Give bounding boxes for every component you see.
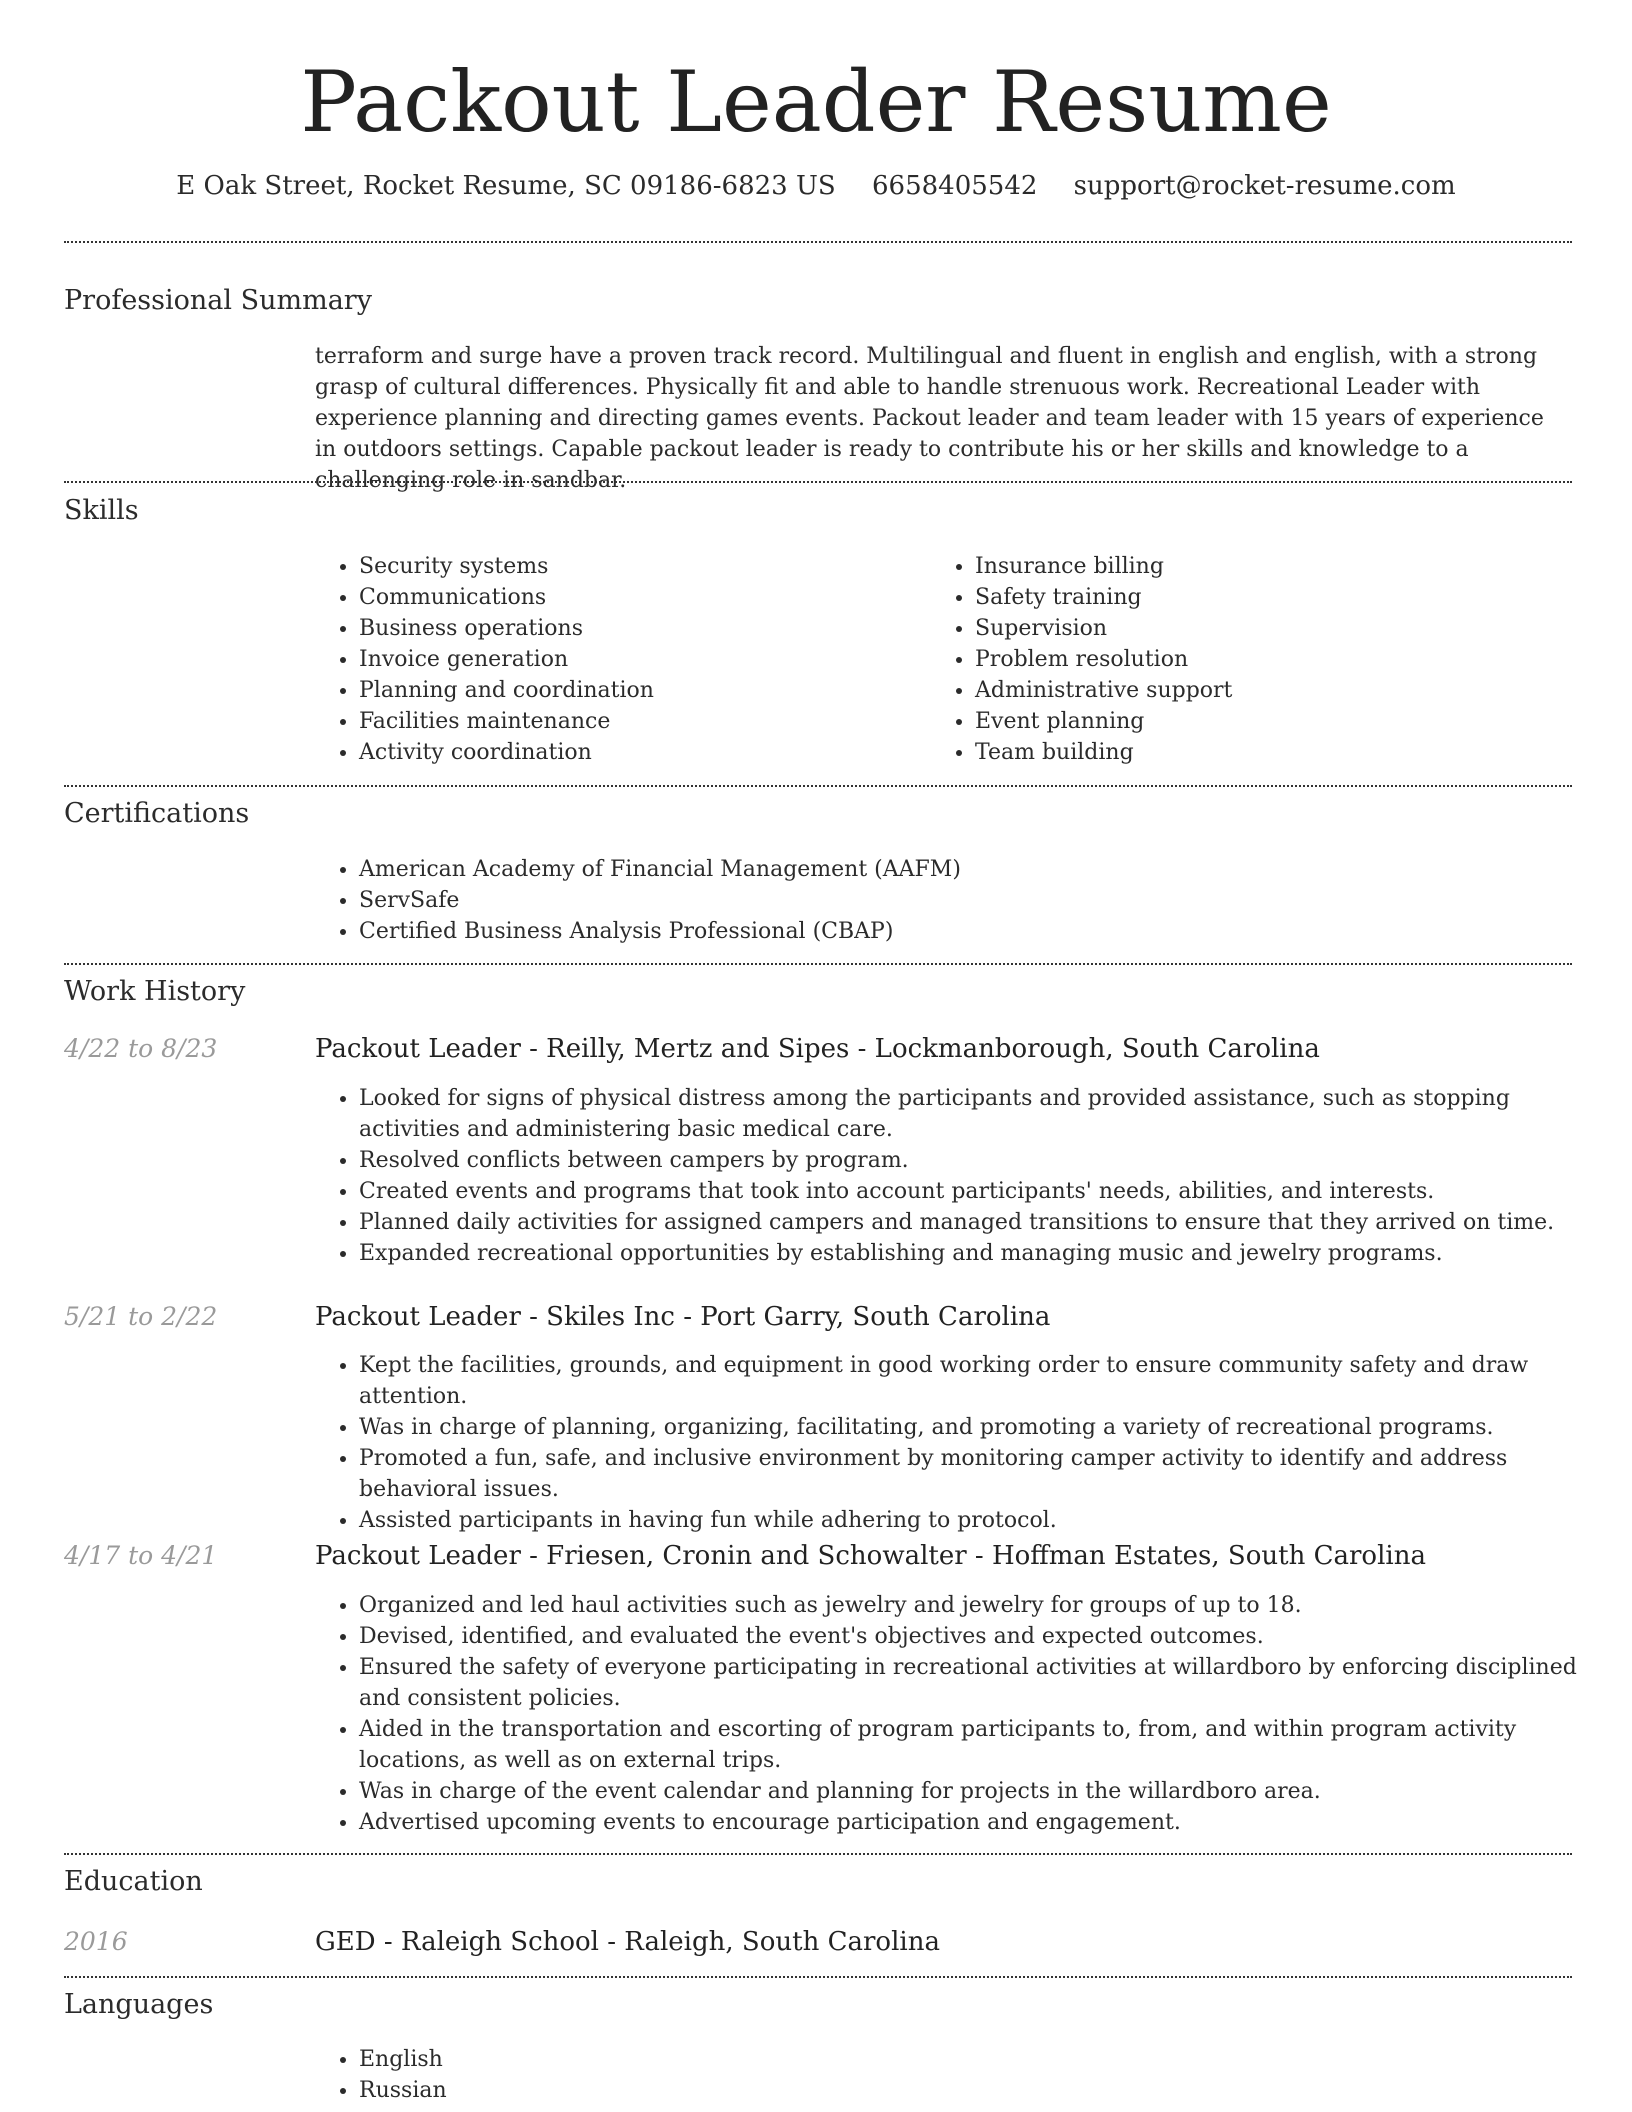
list-item: • Looked for signs of physical distress among the participants and provided assistance, such as stopping activities and administering basic medical care. [359,1083,1609,1145]
list-item: • Was in charge of the event calendar and planning for projects in the willardboro area. [359,1776,1609,1807]
divider [64,785,1572,787]
list-item: • Devised, identified, and evaluated the event's objectives and expected outcomes. [359,1621,1609,1652]
list-item: • Advertised upcoming events to encourage participation and engagement. [359,1807,1609,1838]
list-item: • Kept the facilities, grounds, and equipment in good working order to ensure community safety and draw attention. [359,1350,1609,1412]
job-dates: 4/17 to 4/21 [64,1541,218,1570]
education-year: 2016 [64,1927,128,1956]
divider [64,1976,1572,1978]
list-item: • Certified Business Analysis Professional (CBAP) [359,916,1559,947]
divider [64,241,1572,243]
list-item: • Resolved conflicts between campers by program. [359,1145,1609,1176]
job-title: Packout Leader - Reilly, Mertz and Sipes - Lockmanborough, South Carolina [315,1034,1320,1064]
list-item: • Organized and led haul activities such as jewelry and jewelry for groups of up to 18. [359,1590,1609,1621]
list-item: • ServSafe [359,885,1559,916]
work-heading: Work History [64,976,246,1007]
education-entry: GED - Raleigh School - Raleigh, South Carolina [315,1927,940,1957]
list-item: • Administrative support [975,675,1575,706]
summary-heading: Professional Summary [64,285,372,316]
certifications-list [315,854,1559,947]
list-item: • Supervision [975,613,1575,644]
divider [64,1853,1572,1855]
skills-list-right [931,551,1575,768]
list-item: • Invoice generation [359,644,899,675]
list-item: • Created events and programs that took into account participants' needs, abilities, and interests. [359,1176,1609,1207]
summary-text: terraform and surge have a proven track record. Multilingual and fluent in english and english, with a strong grasp of cultural differences. Physically fit and able to handle strenuous work. Recreational Leader with experience planning and directing games events. Packout leader and team leader with 15 years of experience in outdoors settings. Capable packout leader is ready to contribute his or her skills and knowledge to a challenging role in sandbar. [315,344,1544,493]
skills-heading: Skills [64,495,139,526]
job-title: Packout Leader - Skiles Inc - Port Garry, South Carolina [315,1302,1051,1332]
job-dates: 4/22 to 8/23 [64,1034,218,1063]
job-bullets [315,1590,1609,1838]
list-item: • Business operations [359,613,899,644]
list-item: • Activity coordination [359,737,899,768]
list-item: • Ensured the safety of everyone participating in recreational activities at willardboro by enforcing disciplined and consistent policies. [359,1652,1609,1714]
list-item: • Promoted a fun, safe, and inclusive environment by monitoring camper activity to identify and address behavioral issues. [359,1443,1609,1505]
list-item: • English [359,2044,959,2075]
list-item: • Aided in the transportation and escorting of program participants to, from, and within program activity locations, as well as on external trips. [359,1714,1609,1776]
list-item: • Security systems [359,551,899,582]
divider [64,963,1572,965]
contact-email: support@rocket-resume.com [1073,171,1456,201]
list-item: • Planning and coordination [359,675,899,706]
job-title: Packout Leader - Friesen, Cronin and Schowalter - Hoffman Estates, South Carolina [315,1541,1426,1571]
list-item: • Problem resolution [975,644,1575,675]
job-bullets [315,1350,1609,1536]
list-item: • Planned daily activities for assigned campers and managed transitions to ensure that they arrived on time. [359,1207,1609,1238]
list-item: • Event planning [975,706,1575,737]
languages-heading: Languages [64,1989,214,2020]
list-item: • Russian [359,2075,959,2106]
contact-address: E Oak Street, Rocket Resume, SC 09186-6823 US [176,171,836,201]
list-item: • Expanded recreational opportunities by establishing and managing music and jewelry programs. [359,1238,1609,1269]
skills-list-left [315,551,899,768]
job-dates: 5/21 to 2/22 [64,1302,218,1331]
contact-line [0,168,1632,204]
languages-list [315,2044,959,2106]
list-item: • Was in charge of planning, organizing, facilitating, and promoting a variety of recreational programs. [359,1412,1609,1443]
list-item: • Facilities maintenance [359,706,899,737]
list-item: • Communications [359,582,899,613]
list-item: • Team building [975,737,1575,768]
certifications-heading: Certifications [64,798,250,829]
list-item: • American Academy of Financial Management (AAFM) [359,854,1559,885]
page-title: Packout Leader Resume [300,53,1332,151]
list-item: • Safety training [975,582,1575,613]
job-bullets [315,1083,1609,1269]
education-heading: Education [64,1866,203,1897]
divider [64,481,1572,483]
contact-phone: 6658405542 [871,171,1038,201]
list-item: • Insurance billing [975,551,1575,582]
list-item: • Assisted participants in having fun while adhering to protocol. [359,1505,1609,1536]
